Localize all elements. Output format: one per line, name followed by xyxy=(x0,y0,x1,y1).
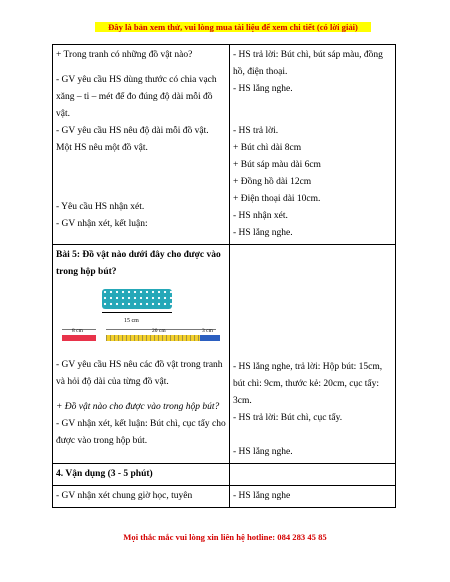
student-cell: - HS lắng nghe xyxy=(230,486,396,508)
table-row xyxy=(53,245,396,464)
pencil-case-image xyxy=(102,289,172,309)
answer-text: - HS lắng nghe. xyxy=(233,447,293,457)
answer-text: + Đồng hồ dài 12cm xyxy=(233,177,312,187)
question-text: + Trong tranh có những đồ vật nào? xyxy=(56,50,193,60)
teacher-cell: - GV nhận xét chung giờ học, tuyên xyxy=(53,486,230,508)
eraser-length-label: 3 cm xyxy=(202,328,213,334)
answer-text: - HS lắng nghe, trả lời: Hộp bút: 15cm, bút chì: 9cm, thước kẻ: 20cm, cục tẩy: 3cm. xyxy=(233,362,383,406)
table-row xyxy=(53,486,396,508)
case-length-label: 15 cm xyxy=(124,318,139,324)
instruction-text: - GV nhận xét, kết luận: Bút chì, cục tẩy cho được vào trong hộp bút. xyxy=(56,419,226,446)
instruction-text: - GV yêu cầu HS nêu các đồ vật trong tranh và hỏi độ dài của từng đồ vật. xyxy=(56,360,223,387)
section-heading: 4. Vận dụng (3 - 5 phút) xyxy=(53,464,230,486)
answer-text: + Bút chì dài 8cm xyxy=(233,143,302,153)
preview-banner: Đây là bản xem thử, vui lòng mua tài liệu để xem chi tiết (có lời giải) xyxy=(95,22,371,32)
answer-text: - HS trả lời. xyxy=(233,126,279,136)
ruler-length-label: 20 cm xyxy=(152,328,166,334)
teacher-cell xyxy=(53,45,230,245)
student-cell xyxy=(230,245,396,464)
empty-cell xyxy=(230,464,396,486)
instruction-text: - GV yêu cầu HS nêu độ dài mỗi đồ vật. Một HS nêu một đồ vật. xyxy=(56,126,209,153)
student-cell xyxy=(230,45,396,245)
answer-text: - HS trả lời: Bút chì, cục tẩy. xyxy=(233,413,343,423)
answer-text: - HS trả lời: Bút chì, bút sáp màu, đồng hồ, điện thoại. xyxy=(233,50,383,77)
lesson-table xyxy=(52,44,396,508)
answer-text: - HS nhận xét. xyxy=(233,211,288,221)
instruction-text: - GV yêu cầu HS dùng thước có chia vạch xăng – ti – mét để đo đúng độ dài mỗi đồ vật. xyxy=(56,75,217,119)
pencil-image xyxy=(62,335,96,341)
question-text: + Đồ vật nào cho được vào trong hộp bút? xyxy=(56,402,220,412)
instruction-text: - Yêu cầu HS nhận xét. xyxy=(56,202,145,212)
pencil-length-label: 8 cm xyxy=(72,328,83,334)
table-row xyxy=(53,45,396,245)
eraser-image xyxy=(200,335,220,341)
answer-text: + Điện thoại dài 10cm. xyxy=(233,194,321,204)
pencil-case-figure xyxy=(56,285,226,357)
answer-text: + Bút sáp màu dài 6cm xyxy=(233,160,321,170)
table-row xyxy=(53,464,396,486)
answer-text: - HS lắng nghe. xyxy=(233,228,293,238)
teacher-cell xyxy=(53,245,230,464)
instruction-text: - GV nhận xét, kết luận: xyxy=(56,219,148,229)
answer-text: - HS lắng nghe. xyxy=(233,84,293,94)
hotline-footer: Mọi thắc mắc vui lòng xin liên hệ hotline: 084 283 45 85 xyxy=(123,532,327,542)
exercise-title: Bài 5: Đồ vật nào dưới đây cho được vào trong hộp bút? xyxy=(56,250,221,277)
